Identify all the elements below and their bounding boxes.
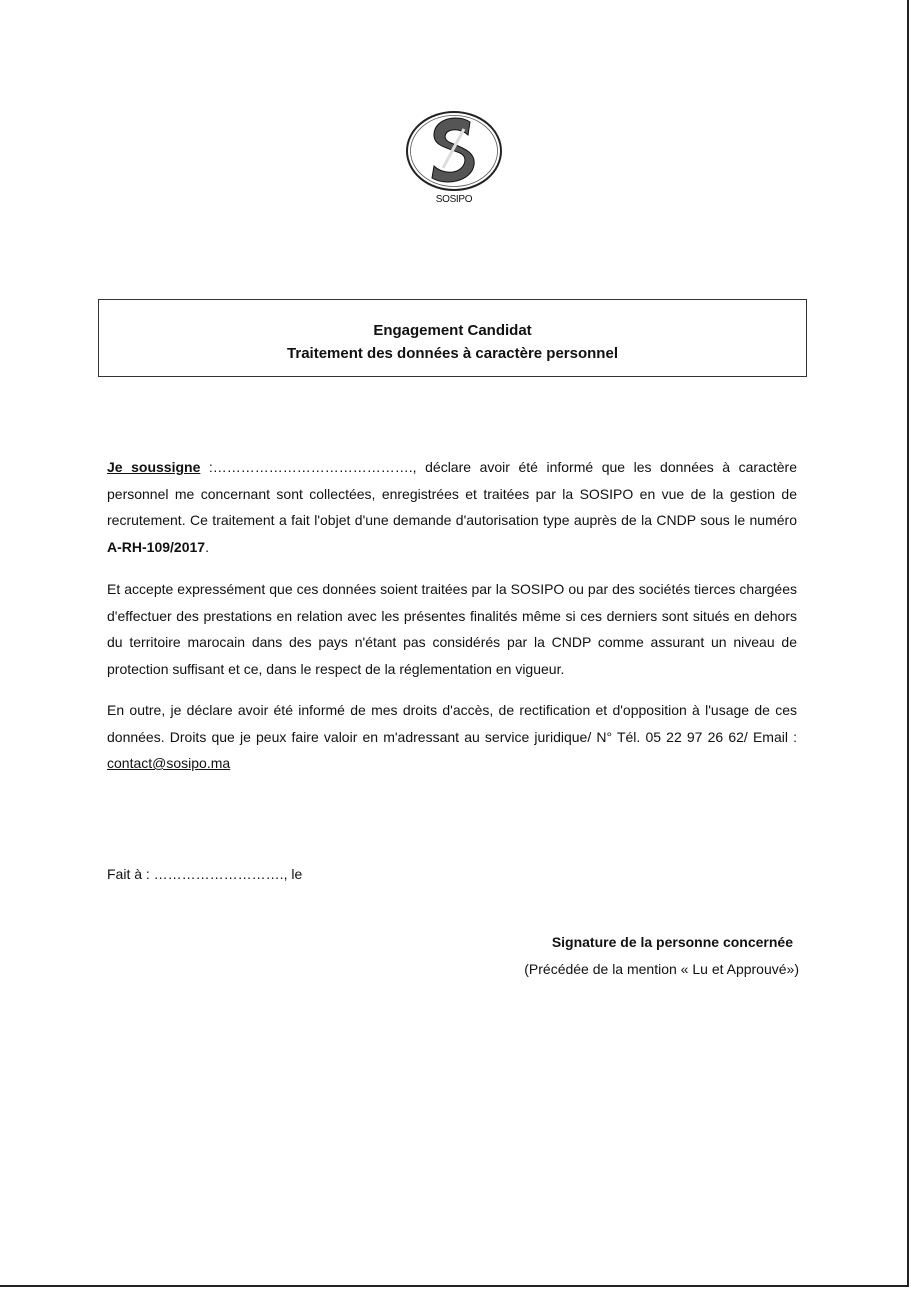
title-box [98,299,807,377]
paragraph-rights [107,697,797,777]
logo-text: SOSIPO [435,194,473,205]
authorization-number: A-RH-109/2017 [107,538,206,555]
paragraph-acceptance: Et accepte expressément que ces données soient traitées par la SOSIPO ou par des sociétés tierces chargées d'effectuer des prestations en relation avec les présentes finalités même si ces derniers sont situés en dehors du territoire marocain dans des pays n'étant pas considérés par la CNDP comme assurant un niveau de protection suffisant et ce, dans le respect de la réglementation en vigueur. [107,581,797,677]
paragraph-declaration-text: :……………………………………., déclare avoir été informé que les données à caractère personnel me concernant sont collectées, enregistrées et traitées par la SOSIPO en vue de la gestion de recrutement. Ce traitement a fait l'objet d'une demande d'autorisation type auprès de la CNDP sous le numéro [107,459,797,528]
signature-note: (Précédée de la mention « Lu et Approuvé») [524,961,799,977]
fait-a-line: Fait à : ………………………., le [107,866,303,882]
paragraph-declaration-end: . [205,538,209,555]
title-line-1: Engagement Candidat [373,322,532,339]
paragraph-declaration [107,454,797,560]
soussigne-label: Je soussigne [107,459,201,475]
email-link[interactable]: contact@sosipo.ma [107,755,231,771]
sosipo-logo-icon [403,108,505,208]
signature-title: Signature de la personne concernée [551,934,793,950]
title-line-2: Traitement des données à caractère personnel [287,345,618,362]
paragraph-rights-text: En outre, je déclare avoir été informé de mes droits d'accès, de rectification et d'opposition à l'usage de ces données. Droits que je peux faire valoir en m'adressant au service juridique/ N° Tél. 05 22 97 26 62/ Email : [107,702,797,745]
